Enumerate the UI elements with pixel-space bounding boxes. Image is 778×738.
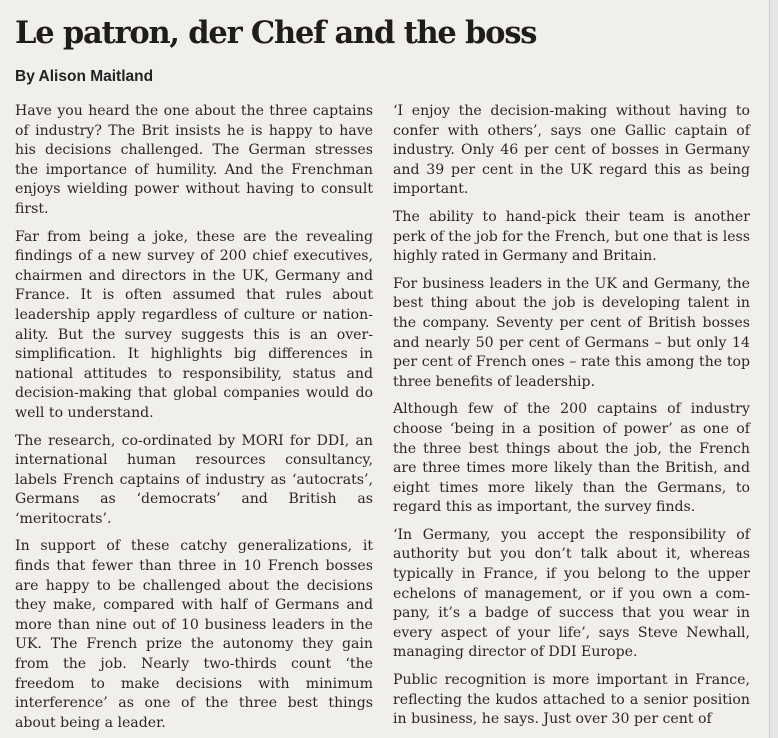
paragraph: In support of these catchy generalizations, it finds that fewer than three in 10 French bosses are happy to be challenged about the decisions they make, compared with half of Germans and more than nine out of 10 business leaders in the UK. The French prize the autonomy they gain from the job. Nearly two-thirds count ‘the freedom to make decisions with minimum interference’ as one of the three best things about being a leader. xyxy=(15,538,373,731)
paragraph: The ability to hand-pick their team is another perk of the job for the French, but one that is less highly rated in Germany and Britain. xyxy=(393,208,751,265)
page-edge-scrollbar[interactable] xyxy=(769,0,778,738)
paragraph: ‘I enjoy the decision-making without having to confer with others’, says one Gallic captain of industry. Only 46 per cent of bosses in Germany and 39 per cent in the UK regard this as being important. xyxy=(393,103,750,198)
paragraph: ‘In Germany, you accept the responsibility of authority but you don’t talk about it, whereas typically in France, if you belong to the upper echelons of management, or if you own a company, it’s a badge of success that you wear in every aspect of your life’, says Steve Newhall, managing director of DDI Europe. xyxy=(393,526,750,661)
paragraph: Far from being a joke, these are the revealing findings of a new survey of 200 chief executives, chairmen and directors in the UK, Germany and France. It is often assumed that rules about leadership apply regardless of culture or nationality. But the survey suggests this is an oversimplification. It highlights big differences in national attitudes to responsibility, status and decision-making that global companies would do well to understand. xyxy=(15,228,373,421)
paragraph: Public recognition is more important in France, reflecting the kudos attached to a senior position in business, he says. Just over 30 per cent of xyxy=(393,672,750,728)
right-column xyxy=(393,102,750,738)
article-headline: Le patron, der Chef and the boss xyxy=(15,15,537,51)
paragraph: Although few of the 200 captains of industry choose ‘being in a position of power’ as one of the three best things about the job, the French are three times more likely than the British, and eight times more likely than the Germans, to regard this as important, the survey finds. xyxy=(393,401,750,516)
article-byline: By Alison Maitland xyxy=(15,68,154,85)
paragraph: For business leaders in the UK and Germany, the best thing about the job is developing talent in the company. Seventy per cent of British bosses and nearly 50 per cent of Germans – but only 14 per cent of French ones – rate this among the top three benefits of leadership. xyxy=(393,275,750,390)
left-column xyxy=(15,102,373,738)
paragraph: The research, co-ordinated by MORI for DDI, an international human resources consultancy, labels French captains of industry as ‘autocrats’, Germans as ‘democrats’ and British as ‘meritocrats’. xyxy=(15,432,373,527)
paragraph: Have you heard the one about the three captains of industry? The Brit insists he is happy to have his decisions challenged. The German stresses the importance of humility. And the Frenchman enjoys wielding power without having to consult first. xyxy=(15,103,373,217)
